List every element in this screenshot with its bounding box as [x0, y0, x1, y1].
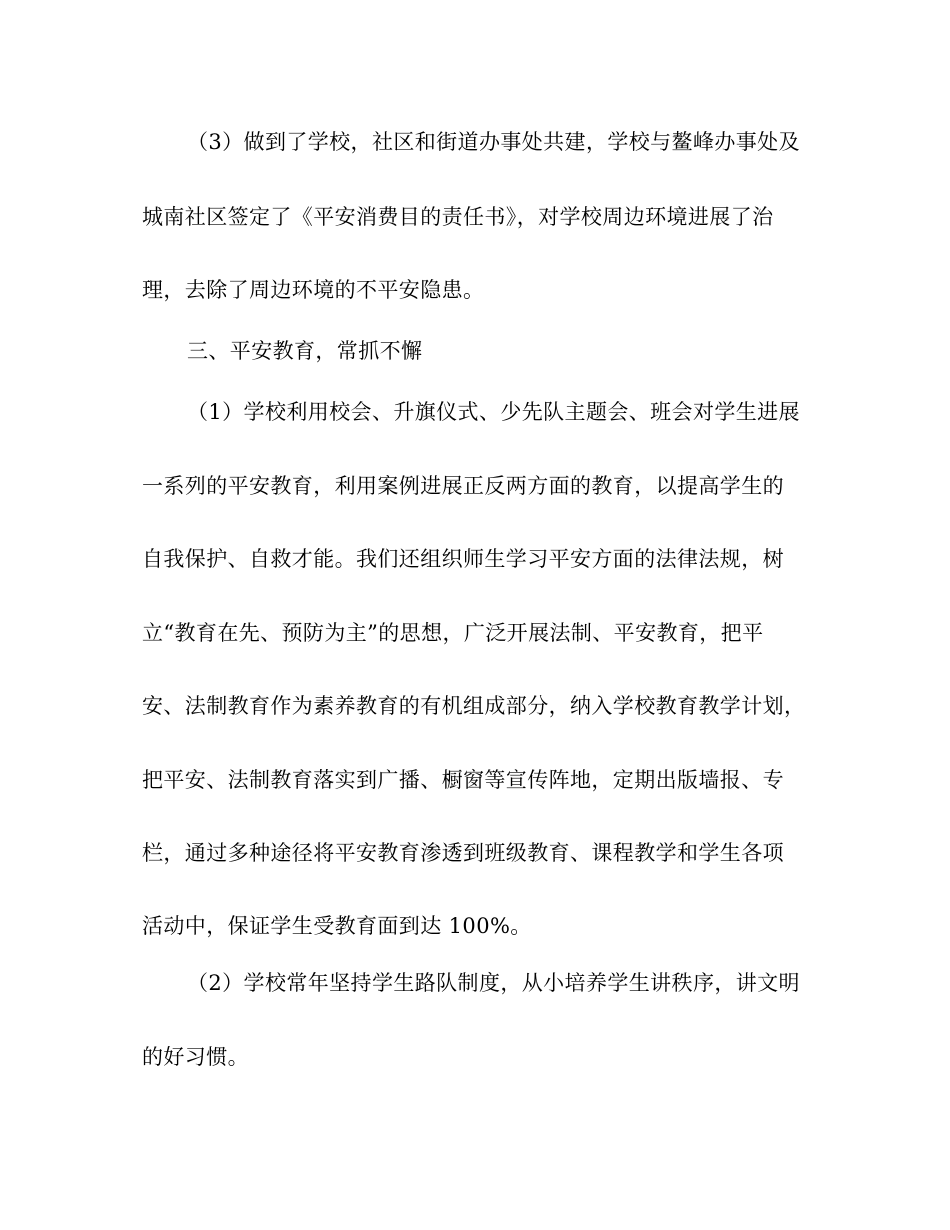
- paragraph-1-line-7: 栏，通过多种途径将平安教育渗透到班级教育、课程教学和学生各项: [142, 841, 784, 865]
- section-heading: 三、平安教育，常抓不懈: [187, 339, 423, 363]
- paragraph-1-line-4: 立“教育在先、预防为主”的思想，广泛开展法制、平安教育，把平: [142, 621, 764, 645]
- paragraph-1-line-1: （1）学校利用校会、升旗仪式、少先队主题会、班会对学生进展: [187, 400, 800, 424]
- paragraph-1-line-3: 自我保护、自救才能。我们还组织师生学习平安方面的法律法规，树: [142, 547, 784, 571]
- paragraph-1-line-2: 一系列的平安教育，利用案例进展正反两方面的教育，以提高学生的: [142, 474, 784, 498]
- paragraph-2-line-2: 的好习惯。: [142, 1045, 249, 1069]
- paragraph-1-line-6: 把平安、法制教育落实到广播、橱窗等宣传阵地，定期出版墙报、专: [142, 768, 784, 792]
- paragraph-1-line-8: 活动中，保证学生受教育面到达 100%。: [142, 914, 532, 938]
- paragraph-1-line-5: 安、法制教育作为素养教育的有机组成部分，纳入学校教育教学计划，: [142, 694, 806, 718]
- paragraph-2-line-1: （2）学校常年坚持学生路队制度，从小培养学生讲秩序，讲文明: [187, 971, 800, 995]
- paragraph-3-line-3: 理，去除了周边环境的不平安隐患。: [142, 278, 485, 302]
- paragraph-3-line-2: 城南社区签定了《平安消费目的责任书》，对学校周边环境进展了治: [142, 205, 774, 229]
- paragraph-3-line-1: （3）做到了学校，社区和街道办事处共建，学校与鳌峰办事处及: [187, 130, 800, 154]
